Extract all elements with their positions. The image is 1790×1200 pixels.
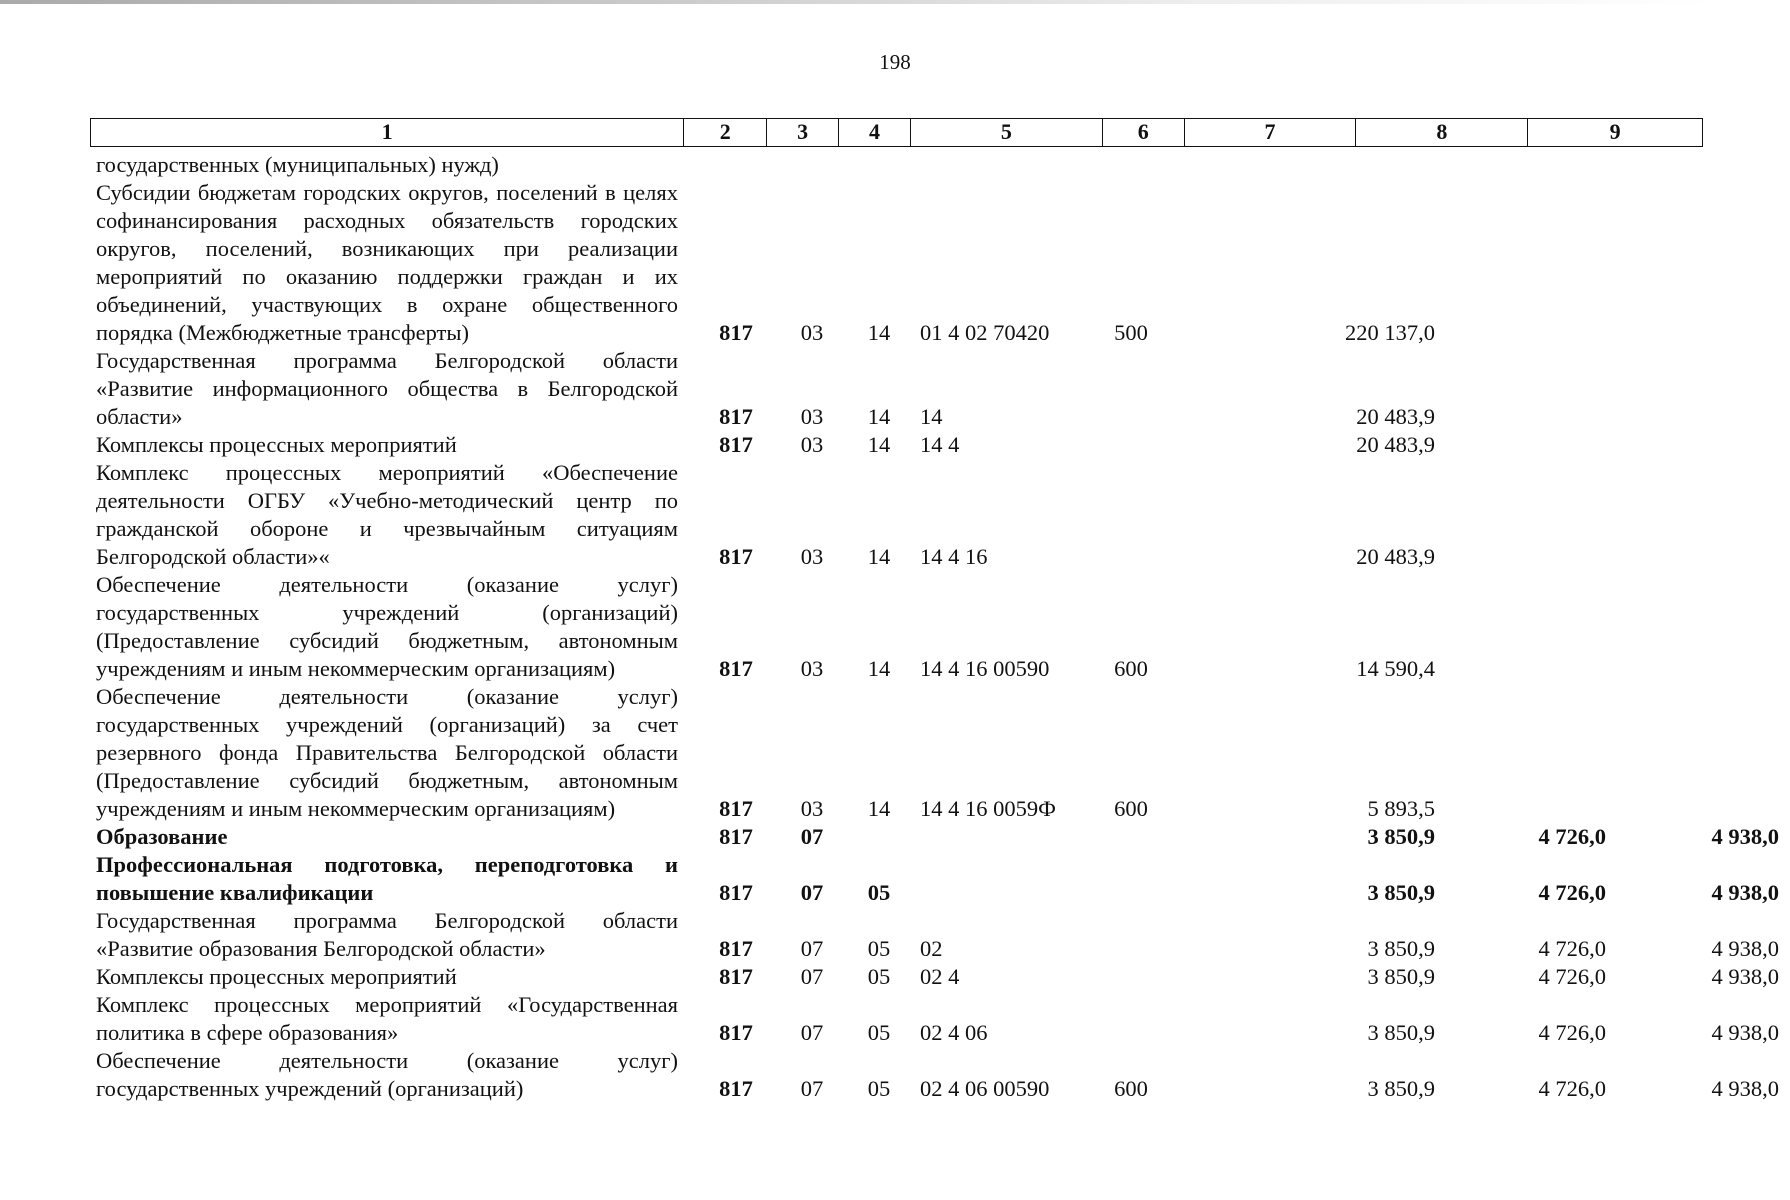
cell-col-5: 02 4 06 00590: [920, 1076, 1050, 1101]
row-description: Обеспечение деятельности (оказание услуг) государственных учреждений (организаций) (Предоставление субсидий бюджетным, автономным учреждениям и иным некоммерческим организациям): [96, 572, 678, 681]
header-col-1: 1: [91, 119, 684, 146]
cell-col-2: 817: [719, 656, 753, 681]
cell-col-3: 07: [800, 824, 824, 849]
cell-col-4: 05: [867, 1020, 891, 1045]
cell-col-6: 500: [1114, 320, 1148, 345]
cell-col-3: 03: [800, 404, 824, 429]
table-row: [90, 151, 1703, 179]
cell-col-9: 4 938,0: [1711, 824, 1779, 849]
cell-col-8: 4 726,0: [1538, 964, 1606, 989]
cell-col-3: 07: [800, 1020, 824, 1045]
row-description: Государственная программа Белгородской области «Развитие информационного общества в Белгородской области»: [96, 348, 678, 429]
cell-col-2: 817: [719, 964, 753, 989]
row-description: государственных (муниципальных) нужд): [96, 152, 499, 177]
cell-col-9: 4 938,0: [1711, 1020, 1779, 1045]
cell-col-7: 20 483,9: [1356, 544, 1435, 569]
cell-col-9: 4 938,0: [1711, 1076, 1779, 1101]
cell-col-7: 3 850,9: [1367, 1020, 1435, 1045]
table-row: [90, 571, 1703, 683]
header-col-4: 4: [839, 119, 911, 146]
cell-col-5: 02 4 06: [920, 1020, 988, 1045]
scan-edge-line: [0, 0, 1714, 4]
header-col-6: 6: [1103, 119, 1185, 146]
table-row: [90, 963, 1779, 991]
cell-col-2: 817: [719, 404, 753, 429]
cell-col-3: 07: [800, 936, 824, 961]
cell-col-6: 600: [1114, 656, 1148, 681]
table-row: [90, 851, 1779, 907]
cell-col-8: 4 726,0: [1538, 1020, 1606, 1045]
cell-col-2: 817: [719, 936, 753, 961]
cell-col-4: 05: [867, 964, 891, 989]
cell-col-7: 3 850,9: [1367, 824, 1435, 849]
header-col-2: 2: [684, 119, 767, 146]
cell-col-7: 3 850,9: [1367, 964, 1435, 989]
row-description: Обеспечение деятельности (оказание услуг) государственных учреждений (организаций): [96, 1048, 678, 1101]
cell-col-5: 02 4: [920, 964, 960, 989]
cell-col-7: 220 137,0: [1345, 320, 1435, 345]
cell-col-3: 03: [800, 432, 824, 457]
cell-col-9: 4 938,0: [1711, 936, 1779, 961]
cell-col-3: 03: [800, 544, 824, 569]
cell-col-8: 4 726,0: [1538, 824, 1606, 849]
row-description: Профессиональная подготовка, переподготовка и повышение квалификации: [96, 852, 678, 905]
cell-col-3: 07: [800, 964, 824, 989]
cell-col-8: 4 726,0: [1538, 1076, 1606, 1101]
cell-col-8: 4 726,0: [1538, 936, 1606, 961]
row-description: Комплекс процессных мероприятий «Государственная политика в сфере образования»: [96, 992, 678, 1045]
cell-col-5: 14 4: [920, 432, 960, 457]
cell-col-7: 3 850,9: [1367, 936, 1435, 961]
row-description: Субсидии бюджетам городских округов, поселений в целях софинансирования расходных обязательств городских округов, поселений, возникающих при реализации мероприятий по оказанию поддержки граждан и их объединений, участвующих в охране общественного порядка (Межбюджетные трансферты): [96, 180, 678, 345]
table-row: [90, 459, 1703, 571]
cell-col-7: 20 483,9: [1356, 432, 1435, 457]
cell-col-5: 14: [920, 404, 943, 429]
cell-col-5: 14 4 16 0059Ф: [920, 796, 1056, 821]
header-col-7: 7: [1185, 119, 1357, 146]
cell-col-4: 14: [867, 544, 891, 569]
cell-col-3: 03: [800, 320, 824, 345]
cell-col-3: 03: [800, 656, 824, 681]
cell-col-4: 14: [867, 432, 891, 457]
cell-col-3: 07: [800, 880, 824, 905]
cell-col-6: 600: [1114, 1076, 1148, 1101]
page-number: 198: [879, 50, 911, 74]
table-row: [90, 347, 1703, 431]
cell-col-5: 01 4 02 70420: [920, 320, 1050, 345]
cell-col-7: 20 483,9: [1356, 404, 1435, 429]
cell-col-4: 05: [867, 880, 891, 905]
cell-col-2: 817: [719, 544, 753, 569]
cell-col-7: 5 893,5: [1367, 796, 1435, 821]
row-description: Государственная программа Белгородской области «Развитие образования Белгородской области»: [96, 908, 678, 961]
cell-col-2: 817: [719, 320, 753, 345]
table-row: [90, 683, 1703, 823]
cell-col-4: 05: [867, 936, 891, 961]
cell-col-2: 817: [719, 1020, 753, 1045]
cell-col-4: 14: [867, 320, 891, 345]
table-row: [90, 823, 1779, 851]
row-description: Комплексы процессных мероприятий: [96, 432, 457, 457]
cell-col-4: 05: [867, 1076, 891, 1101]
cell-col-9: 4 938,0: [1711, 880, 1779, 905]
header-col-3: 3: [767, 119, 839, 146]
table-row: [90, 431, 1703, 459]
row-description: Комплекс процессных мероприятий «Обеспечение деятельности ОГБУ «Учебно-методический центр по гражданской обороне и чрезвычайным ситуациям Белгородской области»«: [96, 460, 678, 569]
cell-col-5: 14 4 16: [920, 544, 988, 569]
cell-col-3: 07: [800, 1076, 824, 1101]
cell-col-6: 600: [1114, 796, 1148, 821]
row-description: Образование: [96, 824, 228, 849]
cell-col-7: 3 850,9: [1367, 880, 1435, 905]
row-description: Обеспечение деятельности (оказание услуг) государственных учреждений (организаций) за счет резервного фонда Правительства Белгородской области (Предоставление субсидий бюджетным, автономным учреждениям и иным некоммерческим организациям): [96, 684, 678, 821]
table-row: [90, 179, 1703, 347]
header-col-8: 8: [1356, 119, 1528, 146]
table-row: [90, 907, 1779, 963]
cell-col-2: 817: [719, 796, 753, 821]
cell-col-5: 14 4 16 00590: [920, 656, 1050, 681]
cell-col-7: 3 850,9: [1367, 1076, 1435, 1101]
cell-col-8: 4 726,0: [1538, 880, 1606, 905]
table-body: [90, 151, 1779, 1103]
cell-col-2: 817: [719, 432, 753, 457]
table-row: [90, 991, 1779, 1047]
cell-col-5: 02: [920, 936, 943, 961]
row-description: Комплексы процессных мероприятий: [96, 964, 457, 989]
cell-col-9: 4 938,0: [1711, 964, 1779, 989]
cell-col-4: 14: [867, 796, 891, 821]
cell-col-3: 03: [800, 796, 824, 821]
cell-col-4: 14: [867, 656, 891, 681]
table-header: [90, 118, 1703, 147]
cell-col-2: 817: [719, 880, 753, 905]
cell-col-2: 817: [719, 1076, 753, 1101]
header-col-9: 9: [1609, 119, 1621, 144]
cell-col-7: 14 590,4: [1356, 656, 1435, 681]
header-col-5: 5: [911, 119, 1103, 146]
table-row: [90, 1047, 1779, 1103]
cell-col-2: 817: [719, 824, 753, 849]
cell-col-4: 14: [867, 404, 891, 429]
